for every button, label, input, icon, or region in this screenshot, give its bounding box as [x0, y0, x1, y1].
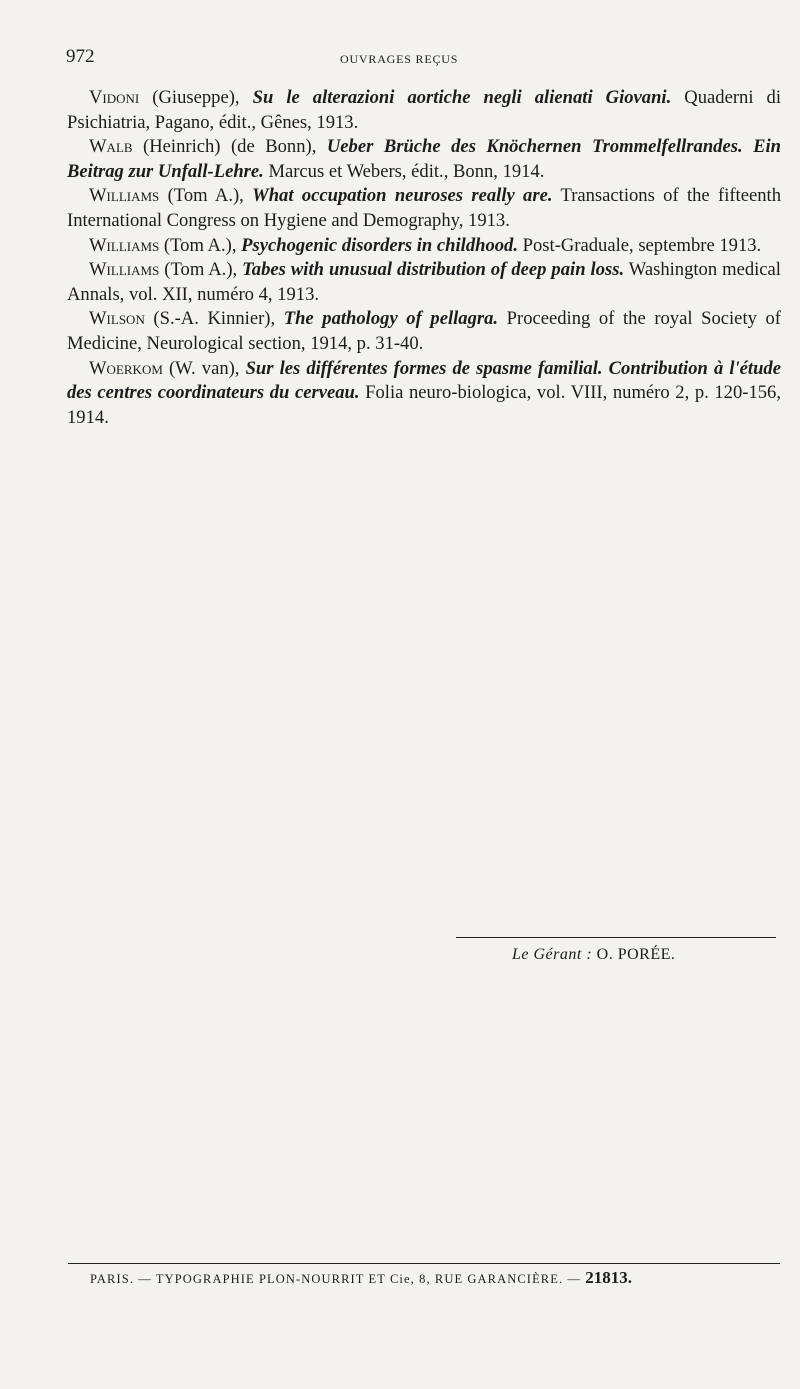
- bibliography-list: [67, 86, 781, 430]
- entry-title: Psychogenic disorders in childhood.: [241, 234, 518, 256]
- page-number: 972: [66, 46, 95, 67]
- entry-title: Ueber Brüche des Knöchernen Trommelfellrandes. Ein Beitrag zur Unfall-Lehre.: [67, 136, 782, 182]
- entry-publication: Washington medical Annals, vol. XII, numéro 4, 1913.: [67, 259, 781, 305]
- imprint-rule: [68, 1263, 780, 1264]
- entry-author-name: (Tom A.),: [159, 234, 242, 256]
- bibliography-entry: [67, 357, 781, 431]
- entry-author-name: (Tom A.),: [159, 185, 253, 207]
- entry-author: Wilson: [89, 308, 145, 330]
- gerant-name: O. PORÉE.: [592, 946, 676, 963]
- entry-author: Woerkom: [89, 357, 163, 379]
- entry-title: Sur les différentes formes de spasme familial. Contribution à l'étude des centres coordinateurs du cerveau.: [67, 357, 781, 404]
- entry-publication: Folia neuro-biologica, vol. VIII, numéro 2, p. 120-156, 1914.: [67, 382, 781, 428]
- signature-rule: [456, 937, 776, 938]
- entry-publication: Marcus et Webers, édit., Bonn, 1914.: [263, 160, 545, 182]
- entry-author-name: (S.-A. Kinnier),: [144, 308, 284, 330]
- bibliography-entry: [67, 86, 781, 135]
- entry-publication: Quaderni di Psichiatria, Pagano, édit., Gênes, 1913.: [67, 87, 781, 133]
- entry-author-name: (Heinrich) (de Bonn),: [132, 136, 327, 158]
- entry-author-name: (Tom A.),: [159, 259, 243, 281]
- bibliography-entry: [67, 135, 781, 184]
- entry-publication: Proceeding of the royal Society of Medicine, Neurological section, 1914, p. 31-40.: [67, 308, 781, 354]
- entry-author-name: (Giuseppe),: [139, 87, 253, 108]
- entry-title: Su le alterazioni aortiche negli alienati Giovani.: [252, 87, 672, 108]
- imprint-text: PARIS. — TYPOGRAPHIE PLON-NOURRIT ET Cie, 8, RUE GARANCIÈRE. —: [90, 1272, 586, 1286]
- entry-title: Tabes with unusual distribution of deep pain loss.: [242, 259, 625, 281]
- entry-publication: Post-Graduale, septembre 1913.: [518, 234, 762, 256]
- entry-author: Williams: [89, 185, 160, 207]
- bibliography-entry: [67, 258, 781, 307]
- entry-author: Vidoni: [89, 87, 140, 108]
- entry-author: Williams: [89, 259, 160, 281]
- gerant-signature: [512, 946, 675, 964]
- imprint-number: 21813.: [585, 1268, 633, 1287]
- entry-title: The pathology of pellagra.: [283, 308, 499, 330]
- bibliography-entry: [67, 307, 781, 356]
- gerant-label: Le Gérant :: [512, 946, 593, 963]
- entry-title: What occupation neuroses really are.: [252, 185, 553, 207]
- printer-imprint: [90, 1268, 632, 1288]
- bibliography-entry: [67, 184, 781, 233]
- entry-publication: Transactions of the fifteenth International Congress on Hygiene and Demography, 1913.: [67, 185, 781, 231]
- entry-author-name: (W. van),: [162, 357, 246, 379]
- bibliography-entry: [67, 234, 781, 259]
- entry-author: Williams: [89, 234, 160, 256]
- running-title: OUVRAGES REÇUS: [340, 52, 459, 66]
- entry-author: Walb: [89, 136, 133, 158]
